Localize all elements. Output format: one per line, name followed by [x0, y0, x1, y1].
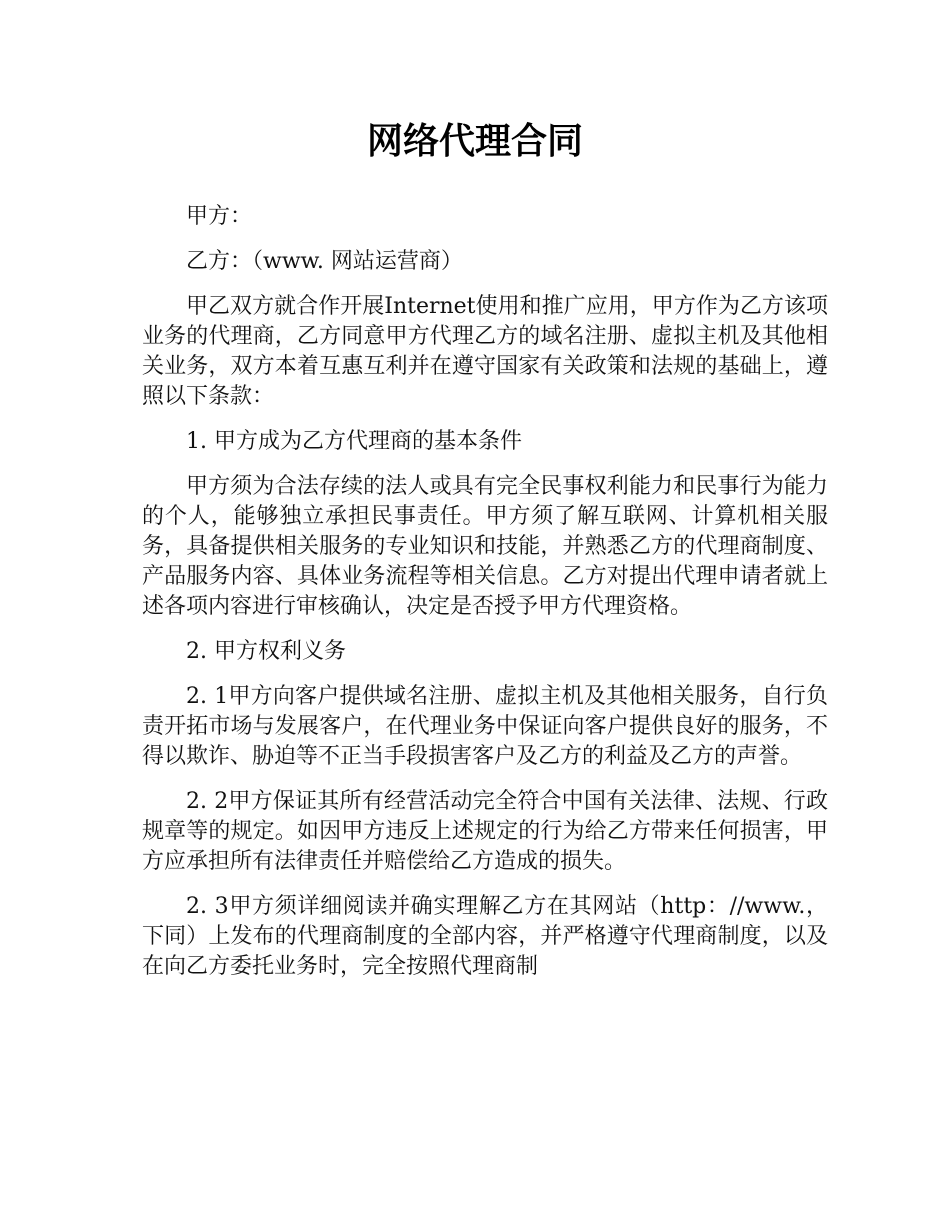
clause-2-3-paragraph: 2. 3甲方须详细阅读并确实理解乙方在其网站（http：//www.，下同）上发布的代理商制度的全部内容，并严格遵守代理商制度，以及在向乙方委托业务时，完全按照代理商制: [142, 894, 828, 979]
section-heading-2: 2. 甲方权利义务: [186, 639, 346, 664]
party-a-line: 甲方：: [186, 204, 253, 229]
section-1-paragraph: 甲方须为合法存续的法人或具有完全民事权利能力和民事行为能力的个人，能够独立承担民事责任。甲方须了解互联网、计算机相关服务，具备提供相关服务的专业知识和技能，并熟悉乙方的代理商制度、产品服务内容、具体业务流程等相关信息。乙方对提出代理申请者就上述各项内容进行审核确认，决定是否授予甲方代理资格。: [142, 474, 828, 619]
clause-2-1-paragraph: 2. 1甲方向客户提供域名注册、虚拟主机及其他相关服务，自行负责开拓市场与发展客户，在代理业务中保证向客户提供良好的服务，不得以欺诈、胁迫等不正当手段损害客户及乙方的利益及乙方的声誉。: [142, 684, 828, 769]
preamble-paragraph: 甲乙双方就合作开展Internet使用和推广应用，甲方作为乙方该项业务的代理商，乙方同意甲方代理乙方的域名注册、虚拟主机及其他相关业务，双方本着互惠互利并在遵守国家有关政策和法规的基础上，遵照以下条款：: [142, 294, 828, 409]
document-body: [142, 202, 828, 997]
party-b-line: 乙方：（www. 网站运营商）: [186, 249, 463, 274]
section-heading-1: 1. 甲方成为乙方代理商的基本条件: [186, 429, 522, 454]
document-title: 网络代理合同: [366, 121, 583, 162]
clause-2-2-paragraph: 2. 2甲方保证其所有经营活动完全符合中国有关法律、法规、行政规章等的规定。如因甲方违反上述规定的行为给乙方带来任何损害，甲方应承担所有法律责任并赔偿给乙方造成的损失。: [142, 789, 828, 874]
